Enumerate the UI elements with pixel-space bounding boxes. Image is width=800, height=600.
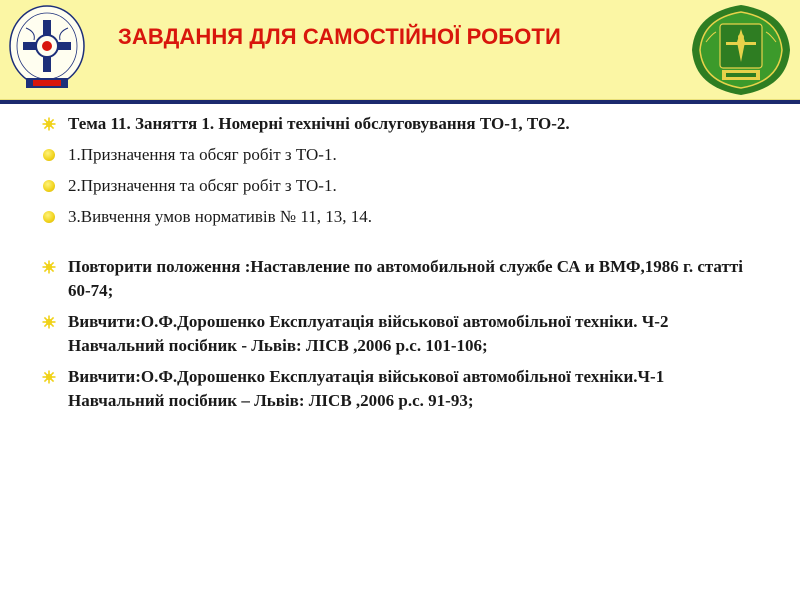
dot-bullet-icon — [43, 149, 55, 161]
list-item — [42, 143, 762, 167]
military-emblem-left-logo — [6, 2, 88, 96]
star-bullet-icon — [42, 260, 56, 274]
list-item-text: 3.Вивчення умов нормативів № 11, 13, 14. — [68, 207, 372, 226]
list-item — [42, 365, 762, 413]
header-bar — [0, 0, 800, 100]
header-divider — [0, 100, 800, 104]
green-shield-emblem-right-logo — [686, 2, 796, 98]
star-bullet-icon — [42, 117, 56, 131]
list-item — [42, 310, 762, 358]
list-item-text: Тема 11. Заняття 1. Номерні технічні обслуговування ТО-1, ТО-2. — [68, 114, 570, 133]
task-list — [42, 112, 762, 420]
dot-bullet-icon — [43, 180, 55, 192]
list-item-text: 2.Призначення та обсяг робіт з ТО-1. — [68, 176, 337, 195]
list-item — [42, 205, 762, 229]
list-item-text: Вивчити:О.Ф.Дорошенко Експлуатація військової автомобільної техніки. Ч-2 Навчальний посібник - Львів: ЛІСВ ,2006 р.с. 101-106; — [68, 312, 669, 355]
star-bullet-icon — [42, 370, 56, 384]
list-item-text: 1.Призначення та обсяг робіт з ТО-1. — [68, 145, 337, 164]
dot-bullet-icon — [43, 211, 55, 223]
page-title: ЗАВДАННЯ ДЛЯ САМОСТІЙНОЇ РОБОТИ — [118, 24, 561, 49]
list-item-text: Повторити положення :Наставление по автомобильной службе СА и ВМФ,1986 г. статті 60-74; — [68, 257, 743, 300]
list-item — [42, 174, 762, 198]
list-item-text: Вивчити:О.Ф.Дорошенко Експлуатація військової автомобільної техніки.Ч-1 Навчальний посібник – Львів: ЛІСВ ,2006 р.с. 91-93; — [68, 367, 665, 410]
star-bullet-icon — [42, 315, 56, 329]
list-item — [42, 255, 762, 303]
list-item — [42, 112, 762, 136]
